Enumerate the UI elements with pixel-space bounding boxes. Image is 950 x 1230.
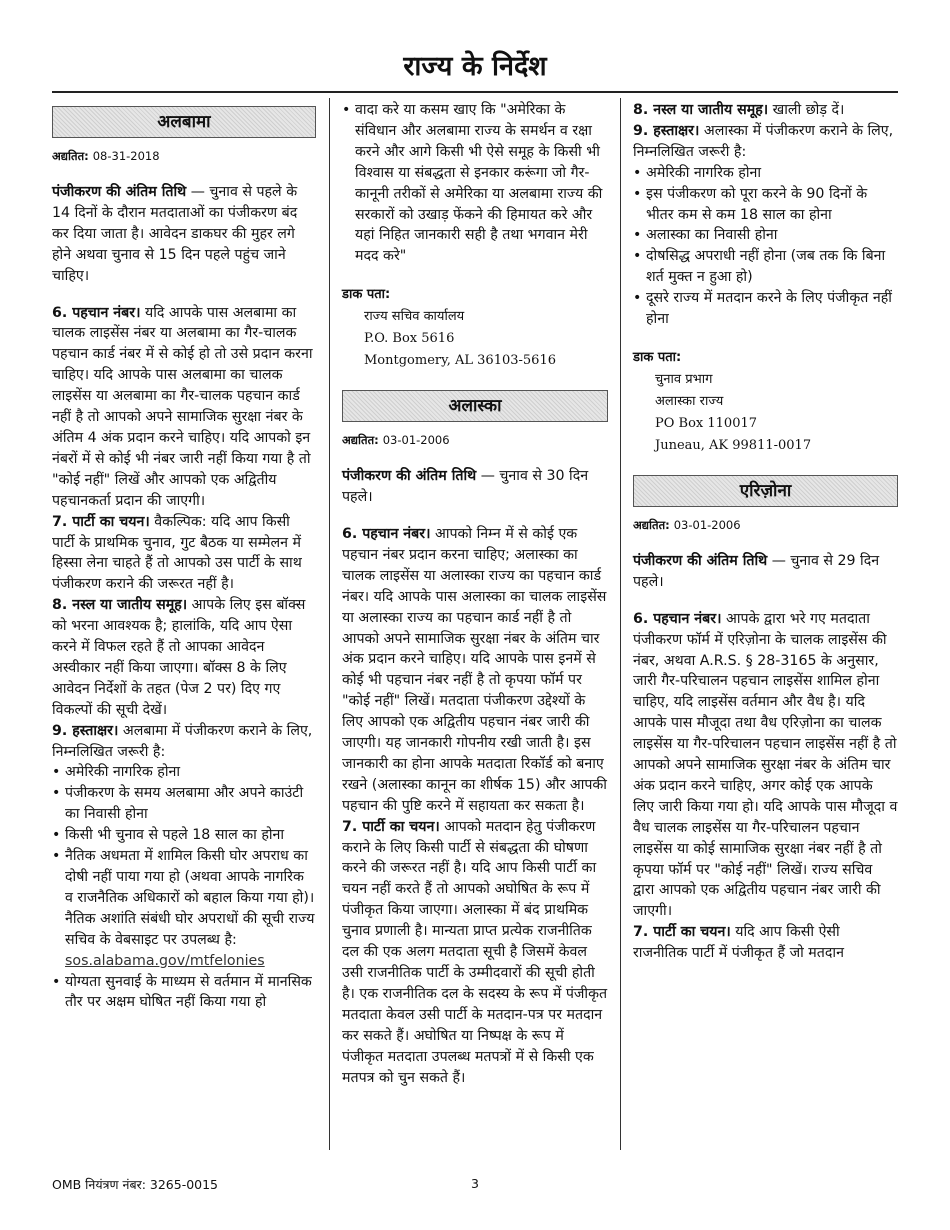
- state-header-alaska: अलास्का: [342, 390, 608, 422]
- id-number-paragraph: 6. पहचान नंबर। आपके द्वारा भरे गए मतदाता पंजीकरण फॉर्म में एरिज़ोना के चालक लाइसेंस की नंबर, अथवा A.R.S. § 28-3165 के अनुसार, जारी गैर-परिचालन पहचान लाइसेंस शामिल होना चाहिए, यदि लाइसेंस वर्तमान और वैध है। यदि आपके पास मौजूदा तथा वैध एरिज़ोना का चालक लाइसेंस या गैर-परिचालन पहचान लाइसेंस नहीं है तो आपको अपने सामाजिक सुरक्षा नंबर के अंतिम चार अंक प्रदान करने चाहिए, अगर कोई एक आपके लिए जारी किया गया हो। यदि आपके पास मौजूदा व वैध चालक लाइसेंस या गैर-परिचालन पहचान लाइसेंस या कोई सामाजिक सुरक्षा नंबर नहीं है तो कृपया फॉर्म पर "कोई नहीं" लिखें। राज्य सचिव द्वारा आपको एक अद्वितीय पहचान नंबर जारी की जाएगी।: [633, 610, 898, 920]
- column-2: [342, 100, 608, 1150]
- address-line: Montgomery, AL 36103-5616: [364, 353, 556, 369]
- state-header-alabama: अलबामा: [52, 106, 316, 138]
- requirements-list: [633, 163, 898, 330]
- party-paragraph: 7. पार्टी का चयन। यदि आप किसी ऐसी राजनीतिक पार्टी में पंजीकृत हैं जो मतदान: [633, 924, 844, 962]
- deadline-paragraph: पंजीकरण की अंतिम तिथि — चुनाव से 30 दिन पहले।: [342, 468, 589, 506]
- felonies-link[interactable]: sos.alabama.gov/mtfelonies: [65, 952, 265, 969]
- updated-date: अद्यतित: 03-01-2006: [342, 433, 450, 448]
- updated-date: अद्यतित: 03-01-2006: [633, 517, 741, 532]
- id-number-paragraph: 6. पहचान नंबर। यदि आपके पास अलबामा का चालक लाइसेंस नंबर या अलबामा का गैर-चालक पहचान कार्ड नंबर में से कोई हो तो उसे प्रदान करना चाहिए। यदि आपके पास अलबामा का चालक लाइसेंस या अलबामा का गैर-चालक पहचान कार्ड नहीं है तो आपको अपने सामाजिक सुरक्षा नंबर के अंतिम 4 अंक प्रदान करने चाहिए। यदि आपको इन नंबरों में से कोई भी नंबर जारी नहीं किया गया है तो "कोई नहीं" लिखें और आपको एक अद्वितीय पहचानकर्ता प्रदान की जाएगी।: [52, 304, 313, 509]
- column-1: [52, 100, 316, 1150]
- address-label: डाक पता:: [633, 349, 682, 365]
- state-header-arizona: एरिज़ोना: [633, 475, 898, 507]
- party-paragraph: 7. पार्टी का चयन। आपको मतदान हेतु पंजीकरण कराने के लिए किसी पार्टी से संबद्धता की घोषणा करने की जरूरत नहीं है। यदि आप किसी पार्टी का चयन नहीं करते हैं तो आपको अघोषित के रूप में पंजीकृत किया जाएगा। अलास्का में बंद प्राथमिक चुनाव प्रणाली है। मान्यता प्राप्त प्रत्येक राजनीतिक दल की एक अलग मतदाता सूची है जिसमें केवल उसी राजनीतिक पार्टी के उम्मीदवारों की सूची होती है। एक राजनीतिक दल के सदस्य के रूप में पंजीकृत मतदाता केवल उसी पार्टी के मतदान-पत्र पर मतदान कर सकते हैं। अघोषित या निष्पक्ष के रूप में पंजीकृत मतदाता उपलब्ध मतपत्रों में से किसी एक मतपत्र को चुन सकते हैं।: [342, 818, 608, 1086]
- omb-control-number: OMB नियंत्रण नंबर: 3265-0015: [52, 1177, 219, 1192]
- signature-paragraph: 9. हस्ताक्षर। अलबामा में पंजीकरण कराने के लिए, निम्नलिखित जरूरी है:: [52, 722, 313, 760]
- requirements-list: [52, 762, 316, 1013]
- list-item: • योग्यता सुनवाई के माध्यम से वर्तमान में मानसिक तौर पर अक्षम घोषित नहीं किया गया हो: [52, 972, 316, 1014]
- list-item: • अमेरिकी नागरिक होना: [633, 163, 898, 184]
- list-item: • वादा करे या कसम खाए कि "अमेरिका के संविधान और अलबामा राज्य के समर्थन व रक्षा करने और आगे किसी भी ऐसे समूह के किसी भी विश्वास या संबद्धता से इनकार करूंगा जो गैर-कानूनी तरीकों से अमेरिका या अलबामा राज्य की सरकारों को उखाड़ फेंकने की हिमायत करे और यहां निहित जानकारी सही है तथा भगवान मेरी मदद करे": [342, 100, 608, 267]
- title-rule: [52, 91, 898, 93]
- address-line: Juneau, AK 99811-0017: [655, 437, 812, 453]
- list-item: • दूसरे राज्य में मतदान करने के लिए पंजीकृत नहीं होना: [633, 288, 898, 330]
- updated-date: अद्यतित: 08-31-2018: [52, 149, 160, 163]
- signature-paragraph: 9. हस्ताक्षर। अलास्का में पंजीकरण कराने के लिए, निम्नलिखित जरूरी है:: [633, 122, 894, 160]
- party-paragraph: 7. पार्टी का चयन। वैकल्पिक: यदि आप किसी पार्टी के प्राथमिक चुनाव, गुट बैठक या सम्मेलन में हिस्सा लेना चाहते हैं तो आपको उस पार्टी के साथ पंजीकरण कराने की जरूरत नहीं है।: [52, 513, 302, 593]
- list-item: • पंजीकरण के समय अलबामा और अपने काउंटी का निवासी होना: [52, 783, 316, 825]
- deadline-paragraph: पंजीकरण की अंतिम तिथि — चुनाव से 29 दिन पहले।: [633, 552, 880, 590]
- address-line: चुनाव प्रभाग: [655, 371, 713, 387]
- id-number-paragraph: 6. पहचान नंबर। आपको निम्न में से कोई एक पहचान नंबर प्रदान करना चाहिए; अलास्का का चालक लाइसेंस या अलास्का राज्य का पहचान कार्ड नंबर। यदि आपके पास अलास्का का चालक लाइसेंस या अलास्का राज्य का पहचान कार्ड नहीं है तो आपको अपने सामाजिक सुरक्षा नंबर के अंतिम चार अंक प्रदान करने चाहिए। यदि आपके पास इनमें से कोई भी पहचान नंबर नहीं है तो कृपया फॉर्म पर "कोई नहीं" लिखें। मतदाता पंजीकरण उद्देश्यों के लिए आपको एक अद्वितीय पहचान नंबर जारी की जाएगी। यह जानकारी गोपनीय रखी जाती है। इस जानकारी का होना आपके मतदाता रिकॉर्ड को बनाए रखने (अलास्का कानून का शीर्षक 15) और आपकी पहचान की पुष्टि करने में सहायता कर सकता है।: [342, 525, 607, 814]
- race-paragraph: 8. नस्ल या जातीय समूह। खाली छोड़ दें।: [633, 102, 845, 118]
- requirements-list-continued: [342, 100, 608, 267]
- list-item: • अलास्का का निवासी होना: [633, 225, 898, 246]
- page-title: राज्य के निर्देश: [403, 51, 547, 82]
- list-item: • दोषसिद्ध अपराधी नहीं होना (जब तक कि बिना शर्त मुक्त न हुआ हो): [633, 246, 898, 288]
- list-item: • नैतिक अधमता में शामिल किसी घोर अपराध का दोषी नहीं पाया गया हो (अथवा आपके नागरिक व राजनैतिक अधिकारों को बहाल किया गया हो)। नैतिक अशांति संबंधी घोर अपराधों की सूची राज्य सचिव के वेबसाइट पर उपलब्ध है: sos.alabama.gov/mtfelonies: [52, 846, 316, 971]
- address-label: डाक पता:: [342, 287, 391, 303]
- address-line: P.O. Box 5616: [364, 331, 455, 347]
- column-divider: [620, 98, 621, 1150]
- list-item: • अमेरिकी नागरिक होना: [52, 762, 316, 783]
- address-line: PO Box 110017: [655, 415, 758, 431]
- page-number: 3: [471, 1176, 479, 1191]
- race-paragraph: 8. नस्ल या जातीय समूह। आपके लिए इस बॉक्स को भरना आवश्यक है; हालांकि, यदि आप ऐसा करने में विफल रहते हैं तो आपका आवेदन अस्वीकार नहीं किया जाएगा। बॉक्स 8 के लिए आवेदन निर्देशों के तहत (पेज 2 पर) दिए गए विकल्पों की सूची देखें।: [52, 597, 306, 718]
- list-item: • इस पंजीकरण को पूरा करने के 90 दिनों के भीतर कम से कम 18 साल का होना: [633, 184, 898, 226]
- column-3: [633, 100, 898, 1150]
- address-line: अलास्का राज्य: [655, 393, 724, 409]
- address-line: राज्य सचिव कार्यालय: [364, 309, 465, 325]
- column-divider: [329, 98, 330, 1150]
- list-item: • किसी भी चुनाव से पहले 18 साल का होना: [52, 825, 316, 846]
- deadline-paragraph: पंजीकरण की अंतिम तिथि — चुनाव से पहले के 14 दिनों के दौरान मतदाताओं का पंजीकरण बंद कर दिया जाता है। आवेदन डाकघर की मुहर लगे होने अथवा चुनाव से 15 दिन पहले पहुंच जाने चाहिए।: [52, 184, 298, 284]
